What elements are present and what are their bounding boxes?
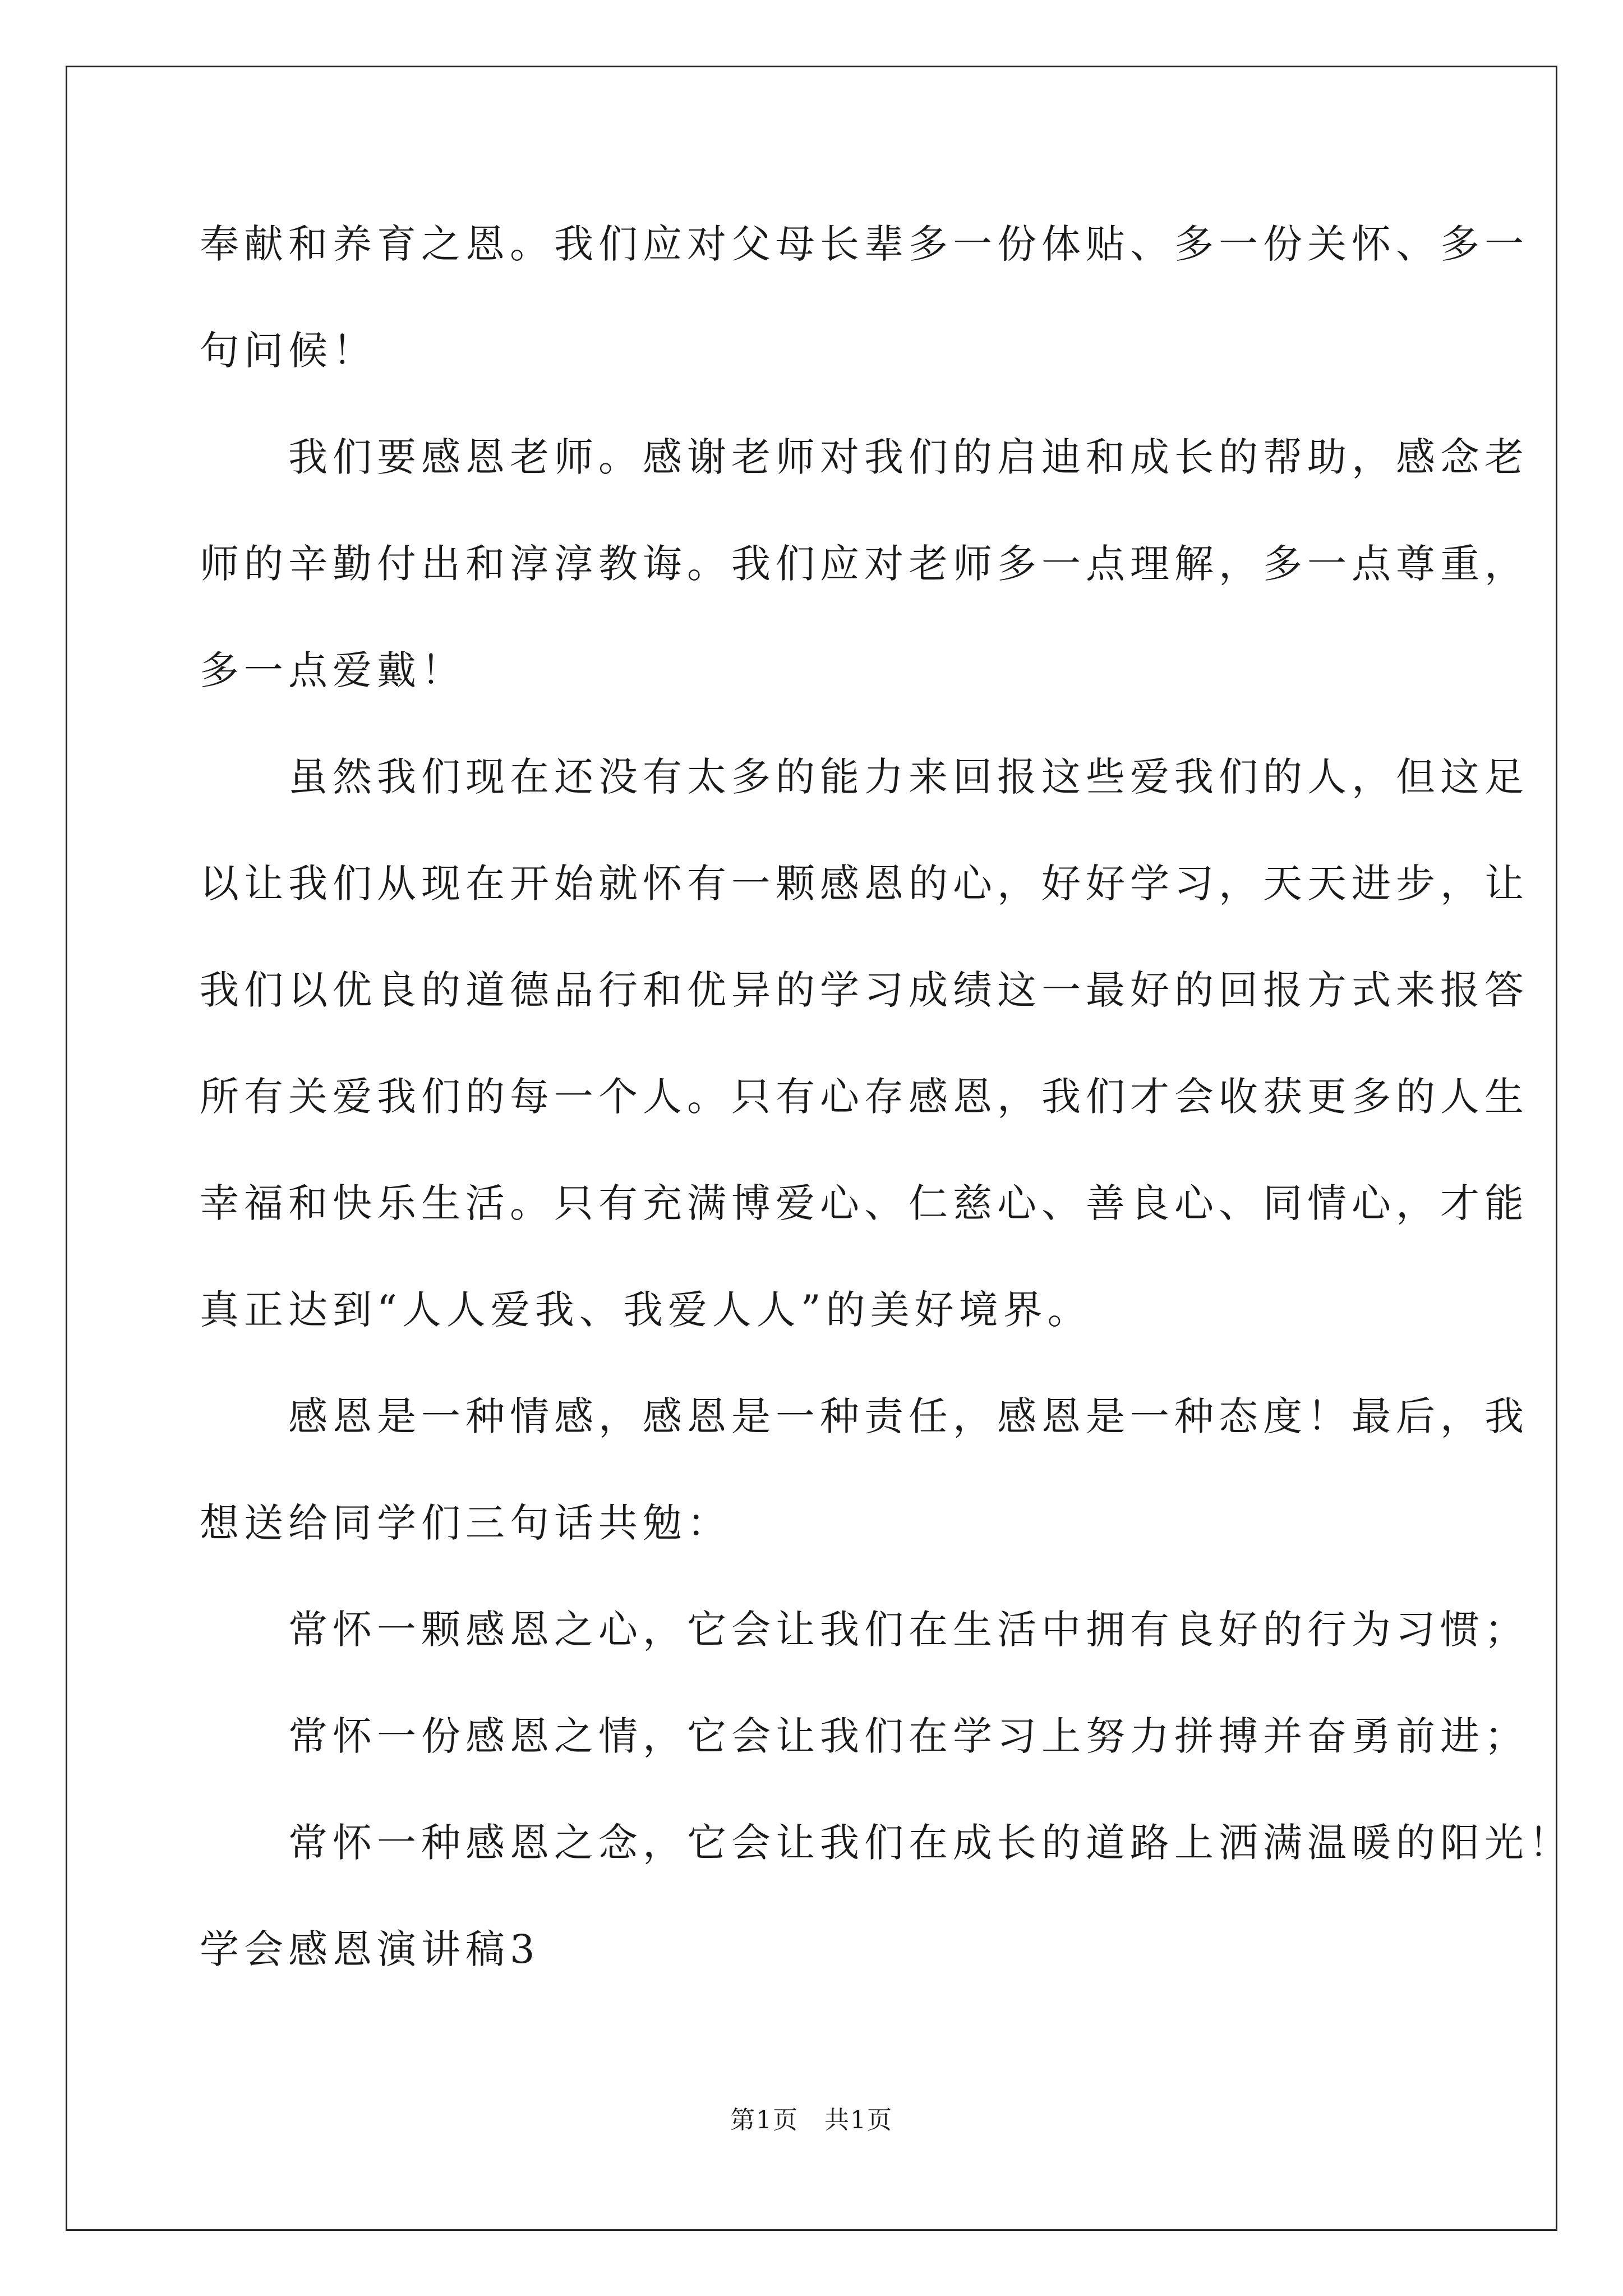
text-line: 师的辛勤付出和淳淳教诲。我们应对老师多一点理解，多一点尊重， <box>200 541 1529 587</box>
text-line: 我们以优良的道德品行和优异的学习成绩这一最好的回报方式来报答 <box>200 967 1529 1013</box>
text-line: 常怀一份感恩之情，它会让我们在学习上努力拼搏并奋勇前进； <box>200 1713 1529 1759</box>
text-line: 幸福和快乐生活。只有充满博爱心、仁慈心、善良心、同情心，才能 <box>200 1180 1529 1226</box>
text-line: 多一点爱戴！ <box>200 647 465 693</box>
section-heading: 学会感恩演讲稿3 <box>200 1926 540 1972</box>
text-line: 真正达到“人人爱我、我爱人人”的美好境界。 <box>200 1287 1092 1333</box>
text-line: 常怀一颗感恩之心，它会让我们在生活中拥有良好的行为习惯； <box>200 1607 1529 1653</box>
page-border <box>66 66 1573 2231</box>
text-line: 感恩是一种情感，感恩是一种责任，感恩是一种态度！最后，我 <box>200 1393 1529 1439</box>
text-line: 虽然我们现在还没有太多的能力来回报这些爱我们的人，但这足 <box>200 754 1529 800</box>
text-line: 以让我们从现在开始就怀有一颗感恩的心，好好学习，天天进步，让 <box>200 861 1529 907</box>
text-line: 想送给同学们三句话共勉： <box>200 1500 731 1546</box>
text-line: 奉献和养育之恩。我们应对父母长辈多一份体贴、多一份关怀、多一 <box>200 221 1529 267</box>
text-line: 句问候！ <box>200 328 377 374</box>
page-number: 第1页 共1页 <box>730 2106 893 2134</box>
text-line: 常怀一种感恩之念，它会让我们在成长的道路上洒满温暖的阳光！ <box>200 1820 1573 1866</box>
text-line: 我们要感恩老师。感谢老师对我们的启迪和成长的帮助，感念老 <box>200 434 1529 480</box>
text-line: 所有关爱我们的每一个人。只有心存感恩，我们才会收获更多的人生 <box>200 1074 1529 1120</box>
